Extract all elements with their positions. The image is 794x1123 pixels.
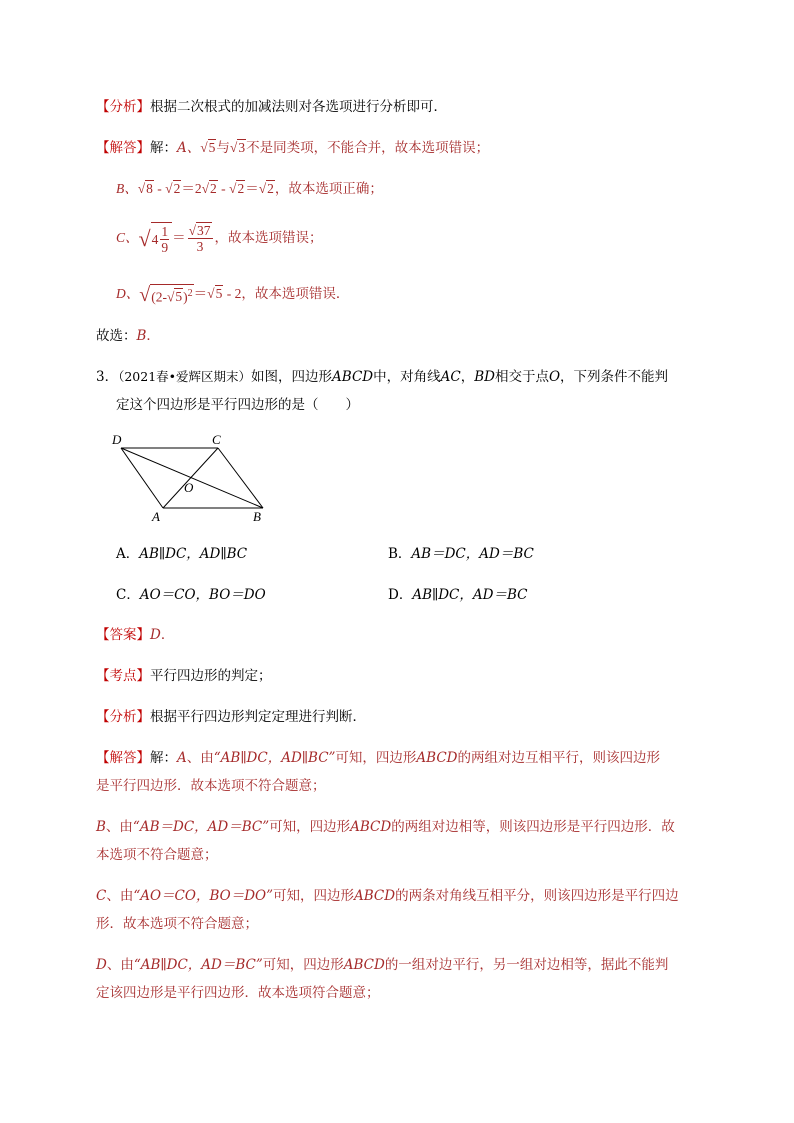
vertex-label-c: C [212, 432, 221, 447]
solution-condition: “AB∥DC，AD＝BC” [133, 957, 263, 973]
q2-solution-c-line [116, 222, 323, 255]
stem-comma: ， [460, 369, 475, 385]
q3-solution-d-line-2 [96, 983, 380, 1003]
solution-abcd: ABCD [354, 888, 396, 904]
q3-solution-b-line-2 [96, 845, 218, 865]
radicand-2: 2 [173, 181, 181, 196]
radicand-2: 2 [210, 181, 217, 196]
option-a-label: A． [116, 546, 140, 562]
solution-text: 形．故本选项不符合题意； [96, 916, 258, 932]
option-label-a: A [177, 750, 187, 766]
radicand-2: 2 [267, 181, 274, 196]
analysis-text: 根据平行四边形判定定理进行判断． [150, 709, 366, 725]
stem-abcd: ABCD [332, 369, 374, 385]
solution-mid: 可知，四边形 [335, 750, 417, 766]
diagonal-ac [163, 448, 218, 508]
solution-tag: 【解答】 [96, 750, 150, 766]
stem-bd: BD [474, 369, 495, 385]
radical-sqrt3: √3 [229, 140, 246, 155]
connector-text: 与 [216, 140, 230, 156]
q3-stem-line-1 [96, 367, 668, 387]
q3-solution-c-line-2 [96, 914, 258, 934]
minus-sign: - [217, 181, 230, 196]
minus-two: - 2 [223, 286, 242, 301]
stem-text: 如图，四边形 [251, 369, 333, 385]
analysis-tag: 【分析】 [96, 709, 150, 725]
option-c [116, 585, 266, 605]
option-d [388, 585, 527, 605]
big-radical-sign: √ [139, 283, 151, 306]
q2-analysis-line [96, 97, 447, 117]
q3-solution-d-line-1 [96, 955, 668, 975]
option-b-text: AB＝DC，AD＝BC [411, 546, 534, 562]
question-source: （2021春•爱辉区期末） [118, 369, 252, 384]
vertex-label-a: A [152, 509, 160, 524]
q2-solution-d-line: D、$√(2-√5)^2=√5 - 2$，故本选项错误． [116, 283, 350, 306]
option-a [116, 544, 247, 564]
solution-mid: 可知，四边形 [273, 888, 354, 904]
solution-b-text: ，故本选项正确； [274, 181, 383, 196]
point-tag: 【考点】 [96, 668, 150, 684]
intersection-label-o: O [184, 480, 194, 495]
q2-choice-line [96, 326, 160, 346]
option-c-text: AO＝CO，BO＝DO [139, 587, 266, 603]
stem-text: ，下列条件不能判 [560, 369, 669, 385]
question-number: 3． [96, 369, 119, 385]
vertex-label-d: D [112, 432, 122, 447]
solution-mid: 可知，四边形 [269, 819, 351, 835]
option-b-label: B． [388, 546, 412, 562]
solution-intro: 解： [150, 750, 177, 766]
solution-c-text: ，故本选项错误； [214, 230, 323, 245]
solution-pre: 、由 [105, 819, 133, 835]
choice-end: ． [146, 328, 160, 344]
big-radical-sign: √ [138, 225, 151, 251]
option-a-text: AB∥DC，AD∥BC [139, 546, 248, 562]
solution-abcd: ABCD [416, 750, 458, 766]
q2-solution-a-line [96, 138, 489, 158]
q3-stem-line-2 [116, 395, 359, 415]
q3-point-line [96, 666, 272, 686]
option-label-d: D [96, 957, 107, 973]
parallelogram-figure [108, 428, 278, 528]
stem-o: O [548, 369, 561, 385]
stem-text: 中，对角线 [373, 369, 441, 385]
solution-text: 定该四边形是平行四边形．故本选项符合题意； [96, 985, 380, 1001]
fraction-sqrt37-over-3: $\frac{√37}{3}$ [188, 223, 211, 255]
solution-abcd: ABCD [343, 957, 385, 973]
solution-abcd: ABCD [350, 819, 392, 835]
option-label-c: C [96, 888, 107, 904]
equals-2: ＝2 [181, 181, 202, 196]
solution-condition: “AO＝CO，BO＝DO” [133, 888, 273, 904]
stem-ac: AC [440, 369, 461, 385]
equals-sign: ＝ [193, 286, 208, 301]
choice-label: 故选： [96, 328, 137, 344]
q3-solution-a-line-2 [96, 776, 326, 796]
solution-text: 的一组对边平行，另一组对边相等，据此不能判 [384, 957, 669, 973]
solution-text: 的两条对角线互相平分，则该四边形是平行四边 [395, 888, 679, 904]
equals-sign: ＝ [245, 181, 259, 196]
analysis-text: 根据二次根式的加减法则对各选项进行分析即可． [150, 99, 447, 115]
radicand-2: 2 [237, 181, 245, 196]
solution-pre: 、由 [106, 957, 134, 973]
option-label-a: A、 [177, 140, 201, 156]
solution-condition: “AB∥DC，AD∥BC” [213, 750, 336, 766]
answer-value: D [150, 627, 161, 643]
option-label-b: B [96, 819, 106, 835]
solution-d-text: ，故本选项错误． [241, 286, 350, 301]
radicand-8: 8 [146, 181, 153, 196]
answer-tag: 【答案】 [96, 627, 150, 643]
solution-a-text: 不是同类项，不能合并，故本选项错误； [246, 140, 490, 156]
q3-analysis-line [96, 707, 366, 727]
solution-text: 是平行四边形．故本选项不符合题意； [96, 778, 326, 794]
minus-sign: - [153, 181, 166, 196]
radical-sqrt5: √5 [200, 140, 216, 155]
stem-text: 相交于点 [494, 369, 549, 385]
solution-text: 本选项不符合题意； [96, 847, 218, 863]
solution-mid: 可知，四边形 [262, 957, 344, 973]
point-text: 平行四边形的判定； [150, 668, 272, 684]
radicand-5: 5 [215, 286, 223, 301]
q3-answer-line [96, 625, 174, 645]
solution-text: 的两组对边互相平行，则该四边形 [457, 750, 660, 766]
vertex-label-b: B [253, 509, 261, 524]
solution-pre: 、由 [186, 750, 214, 766]
stem-text: 定这个四边形是平行四边形的是（ ） [116, 397, 359, 413]
solution-intro: 解： [150, 140, 177, 156]
option-label-d: D、 [116, 286, 140, 301]
option-d-text: AB∥DC，AD＝BC [412, 587, 528, 603]
option-c-label: C． [116, 587, 140, 603]
q3-solution-c-line-1 [96, 886, 679, 906]
answer-end: ． [160, 627, 175, 643]
analysis-tag: 【分析】 [96, 99, 150, 115]
option-label-b: B、 [116, 181, 138, 196]
option-d-label: D． [388, 587, 413, 603]
choice-value: B [136, 328, 147, 344]
solution-condition: “AB＝DC，AD＝BC” [132, 819, 270, 835]
mixed-number-radicand: 4 $\frac{1}{9}$ [151, 222, 173, 255]
solution-pre: 、由 [106, 888, 134, 904]
solution-text: 的两组对边相等，则该四边形是平行四边形．故 [391, 819, 675, 835]
q3-solution-b-line-1 [96, 817, 675, 837]
equals-sign: ＝ [172, 230, 186, 245]
squared-radicand: $(2-√5)^2$ [150, 284, 193, 307]
q3-solution-a-line-1 [96, 748, 660, 768]
option-b [388, 544, 534, 564]
solution-tag: 【解答】 [96, 140, 150, 156]
q2-solution-b-line: B、√8 - √2＝2√2 - √2＝√2，故本选项正确； [116, 181, 383, 196]
option-label-c: C、 [116, 230, 139, 245]
